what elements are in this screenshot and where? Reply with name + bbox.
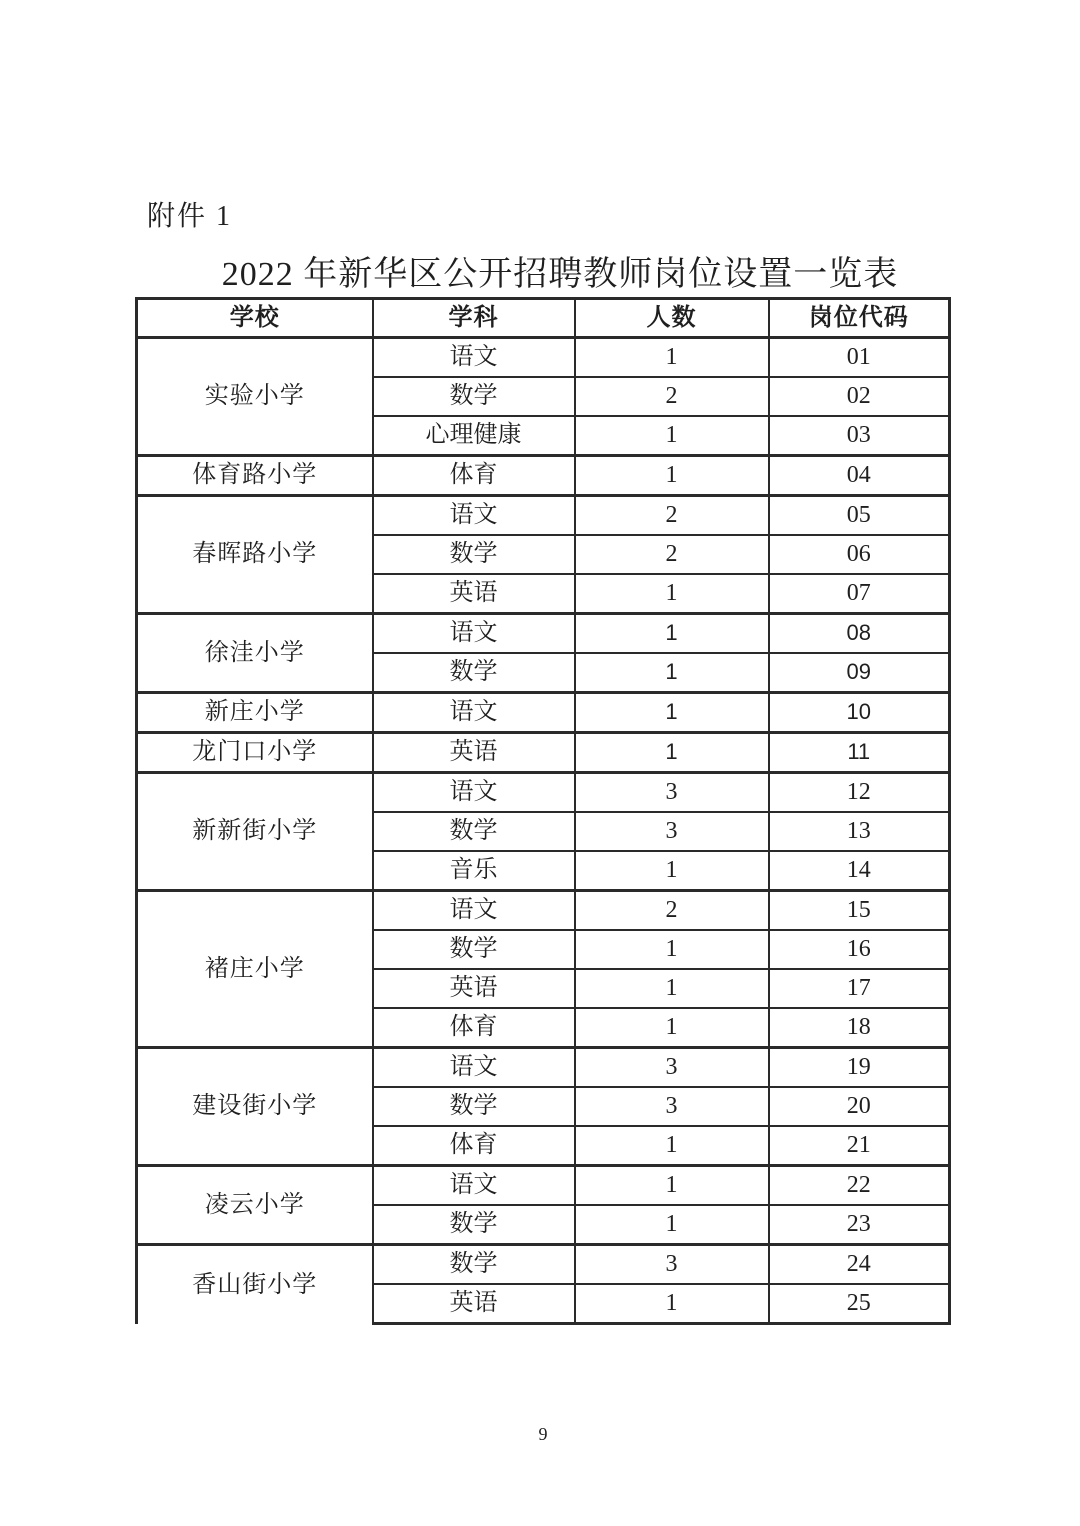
subject-cell: 语文 [373, 1166, 575, 1206]
school-cell: 春晖路小学 [137, 496, 373, 614]
col-header-school: 学校 [137, 299, 373, 338]
count-cell: 1 [575, 969, 769, 1008]
subject-cell: 音乐 [373, 851, 575, 891]
count-cell: 1 [575, 1166, 769, 1206]
subject-cell: 体育 [373, 1008, 575, 1048]
code-cell: 09 [769, 653, 950, 693]
school-cell: 香山街小学 [137, 1245, 373, 1324]
table-row [137, 338, 950, 378]
school-cell: 体育路小学 [137, 456, 373, 496]
col-header-subject: 学科 [373, 299, 575, 338]
count-cell: 1 [575, 851, 769, 891]
code-cell: 03 [769, 416, 950, 456]
count-cell: 2 [575, 535, 769, 574]
code-cell: 07 [769, 574, 950, 614]
count-cell: 3 [575, 773, 769, 813]
table-row [137, 733, 950, 773]
table-row [137, 1245, 950, 1285]
subject-cell: 英语 [373, 969, 575, 1008]
table-row [137, 1166, 950, 1206]
code-cell: 21 [769, 1126, 950, 1166]
subject-cell: 数学 [373, 812, 575, 851]
count-cell: 2 [575, 891, 769, 931]
table-row [137, 693, 950, 733]
subject-cell: 数学 [373, 535, 575, 574]
code-cell: 08 [769, 614, 950, 654]
count-cell: 2 [575, 377, 769, 416]
subject-cell: 语文 [373, 891, 575, 931]
code-cell: 20 [769, 1087, 950, 1126]
page-number: 9 [538, 1424, 548, 1444]
table-row [137, 614, 950, 654]
code-cell: 23 [769, 1205, 950, 1245]
table-row [137, 773, 950, 813]
code-cell: 18 [769, 1008, 950, 1048]
count-cell: 1 [575, 733, 769, 773]
code-cell: 16 [769, 930, 950, 969]
code-cell: 06 [769, 535, 950, 574]
attachment-label: 附件 1 [147, 201, 233, 232]
subject-cell: 英语 [373, 1284, 575, 1324]
table-header-row [137, 299, 950, 338]
table-row [137, 496, 950, 536]
code-cell: 12 [769, 773, 950, 813]
count-cell: 1 [575, 653, 769, 693]
school-cell: 新新街小学 [137, 773, 373, 891]
count-cell: 3 [575, 1245, 769, 1285]
subject-cell: 英语 [373, 574, 575, 614]
code-cell: 10 [769, 693, 950, 733]
subject-cell: 数学 [373, 1087, 575, 1126]
school-cell: 凌云小学 [137, 1166, 373, 1245]
subject-cell: 语文 [373, 1048, 575, 1088]
code-cell: 02 [769, 377, 950, 416]
code-cell: 22 [769, 1166, 950, 1206]
code-cell: 11 [769, 733, 950, 773]
table-row [137, 891, 950, 931]
count-cell: 1 [575, 1008, 769, 1048]
school-cell: 褚庄小学 [137, 891, 373, 1048]
code-cell: 13 [769, 812, 950, 851]
subject-cell: 数学 [373, 930, 575, 969]
count-cell: 2 [575, 496, 769, 536]
count-cell: 1 [575, 338, 769, 378]
code-cell: 17 [769, 969, 950, 1008]
table-row [137, 1048, 950, 1088]
count-cell: 1 [575, 456, 769, 496]
subject-cell: 数学 [373, 653, 575, 693]
subject-cell: 语文 [373, 773, 575, 813]
count-cell: 3 [575, 1048, 769, 1088]
page-title: 2022 年新华区公开招聘教师岗位设置一览表 [221, 256, 899, 293]
col-header-code: 岗位代码 [769, 299, 950, 338]
subject-cell: 语文 [373, 693, 575, 733]
subject-cell: 数学 [373, 1205, 575, 1245]
count-cell: 1 [575, 1205, 769, 1245]
school-cell: 徐洼小学 [137, 614, 373, 693]
subject-cell: 体育 [373, 1126, 575, 1166]
count-cell: 1 [575, 930, 769, 969]
code-cell: 15 [769, 891, 950, 931]
subject-cell: 心理健康 [373, 416, 575, 456]
recruitment-positions-table [135, 297, 951, 1325]
code-cell: 05 [769, 496, 950, 536]
subject-cell: 英语 [373, 733, 575, 773]
table-row [137, 456, 950, 496]
code-cell: 25 [769, 1284, 950, 1324]
school-cell: 实验小学 [137, 338, 373, 456]
subject-cell: 数学 [373, 377, 575, 416]
code-cell: 24 [769, 1245, 950, 1285]
count-cell: 1 [575, 1126, 769, 1166]
count-cell: 3 [575, 812, 769, 851]
code-cell: 01 [769, 338, 950, 378]
school-cell: 建设街小学 [137, 1048, 373, 1166]
count-cell: 1 [575, 574, 769, 614]
count-cell: 1 [575, 693, 769, 733]
count-cell: 1 [575, 1284, 769, 1324]
code-cell: 19 [769, 1048, 950, 1088]
subject-cell: 语文 [373, 496, 575, 536]
school-cell: 新庄小学 [137, 693, 373, 733]
col-header-count: 人数 [575, 299, 769, 338]
subject-cell: 语文 [373, 614, 575, 654]
code-cell: 14 [769, 851, 950, 891]
count-cell: 1 [575, 614, 769, 654]
count-cell: 1 [575, 416, 769, 456]
subject-cell: 数学 [373, 1245, 575, 1285]
school-cell: 龙门口小学 [137, 733, 373, 773]
subject-cell: 语文 [373, 338, 575, 378]
subject-cell: 体育 [373, 456, 575, 496]
count-cell: 3 [575, 1087, 769, 1126]
code-cell: 04 [769, 456, 950, 496]
